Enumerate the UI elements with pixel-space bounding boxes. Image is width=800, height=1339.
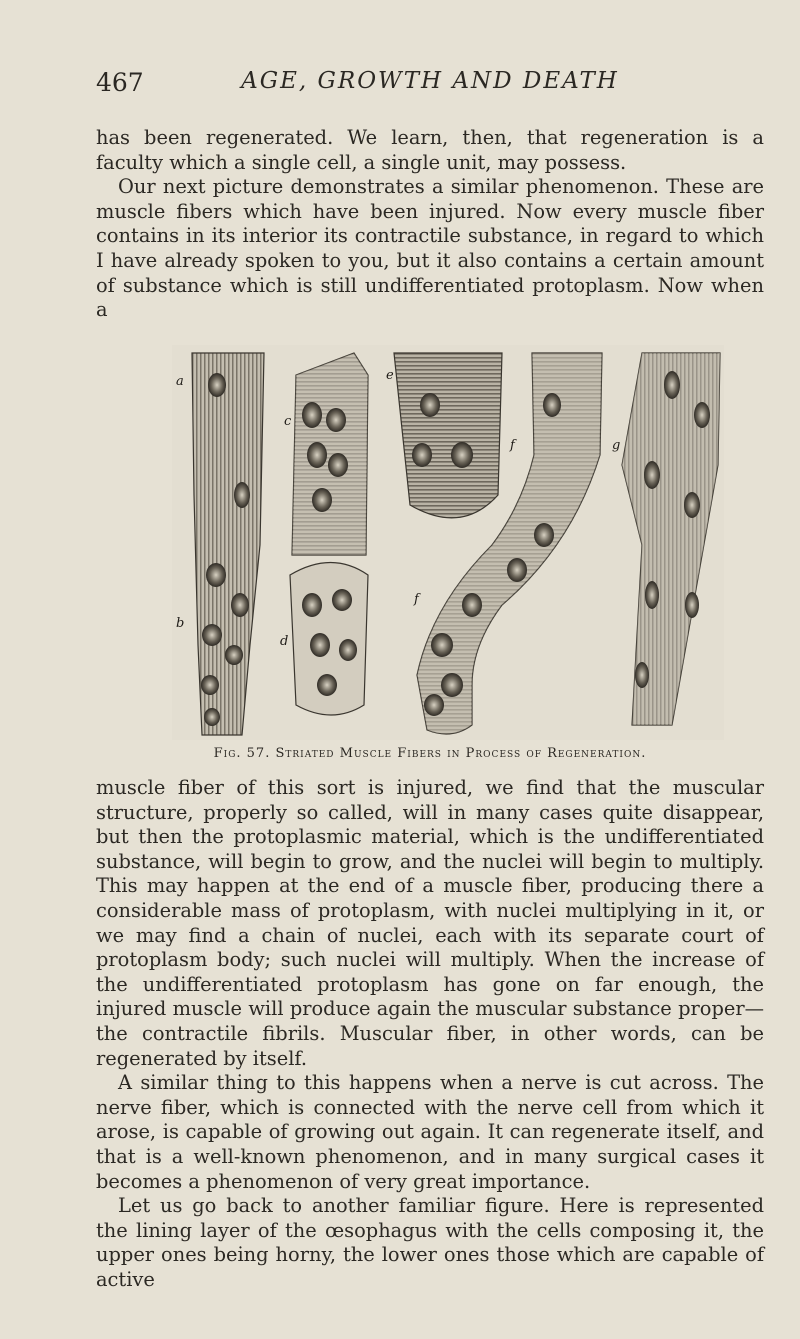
figure-label-f2: f (414, 592, 419, 607)
figure-label-a: a (176, 374, 184, 389)
figure-label-f1: f (510, 438, 515, 453)
running-head (96, 62, 764, 102)
text-block-bottom (96, 776, 764, 1292)
text-block-top (96, 126, 764, 323)
fiber-second (290, 353, 368, 715)
figure-label-c: c (284, 414, 292, 429)
figure-muscle-fibers (172, 345, 724, 740)
paragraph: muscle fiber of this sort is injured, we find that the muscular structure, properly so called, will in many cases quite disappear, but then the protoplasmic material, which is the undifferentiated substance, will begin to grow, and the nuclei will begin to multiply. This may happen at the end of a muscle fiber, producing there a considerable mass of protoplasm, with nuclei multiplying in it, or we may find a chain of nuclei, each with its separate court of protoplasm body; such nuclei will multiply. When the increase of the undifferentiated protoplasm has gone on far enough, the injured muscle will produce again the muscular substance proper—the contractile fibrils. Muscular fiber, in other words, can be regenerated by itself. (96, 776, 764, 1070)
figure-label-g: g (612, 438, 621, 453)
figure-label-b: b (176, 616, 185, 631)
figure-label-e: e (386, 368, 394, 383)
figure-label-d: d (280, 634, 289, 649)
muscle-fiber-illustration (172, 345, 724, 740)
paragraph: A similar thing to this happens when a nerve is cut across. The nerve fiber, which is connected with the nerve cell from which it arose, is capable of growing out again. It can regenerate itself, and that is a well-known phenomenon, and in many surgical cases it becomes a phenomenon of very great importance. (96, 1071, 764, 1193)
paragraph: Let us go back to another familiar figure. Here is represented the lining layer of the œsophagus with the cells composing it, the upper ones being horny, the lower ones those which are capable of active (96, 1194, 764, 1291)
paragraph: has been regenerated. We learn, then, that regeneration is a faculty which a single cell, a single unit, may possess. (96, 126, 764, 174)
paragraph: Our next picture demonstrates a similar phenomenon. These are muscle fibers which have been injured. Now every muscle fiber contains in its interior its contractile substance, in regard to which I have already spoken to you, but it also contains a certain amount of substance which is still undifferentiated protoplasm. Now when a (96, 175, 764, 322)
figure-caption: Fig. 57. Striated Muscle Fibers in Process of Regeneration. (213, 746, 647, 761)
running-title: AGE, GROWTH AND DEATH (241, 68, 619, 94)
page-number: 467 (96, 68, 144, 97)
